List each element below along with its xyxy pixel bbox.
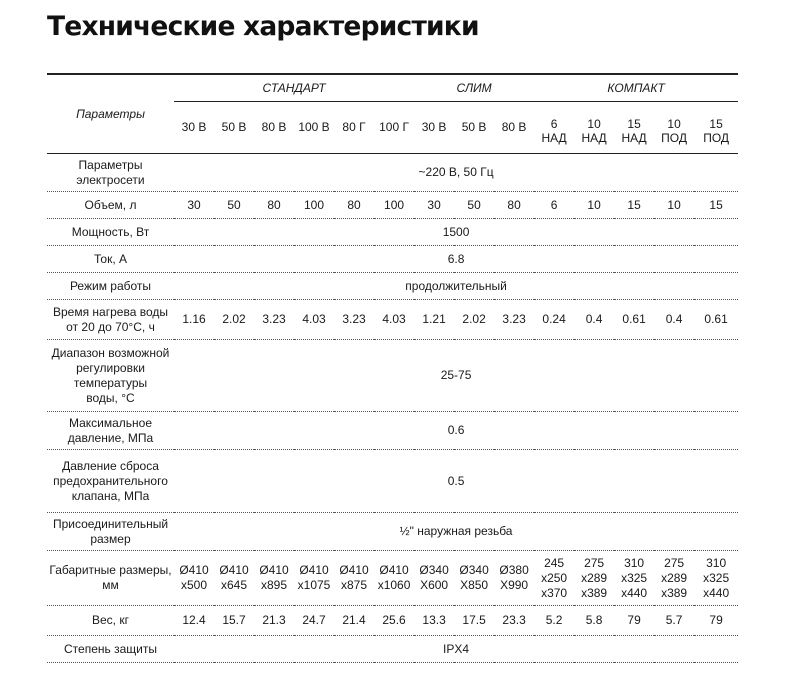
cell-value: 12.4 xyxy=(174,606,214,636)
cell-value: 2.02 xyxy=(454,300,494,340)
row-value-all: ½" наружная резьба xyxy=(174,513,738,551)
cell-value: 275 x289 x389 xyxy=(574,551,614,606)
cell-value: 15 xyxy=(694,192,738,219)
cell-value: Ø340 X850 xyxy=(454,551,494,606)
table-header xyxy=(47,74,738,154)
cell-value: Ø410 x645 xyxy=(214,551,254,606)
model-header: 15 НАД xyxy=(621,116,647,145)
model-header: 100 Г xyxy=(379,120,409,134)
cell-value: 80 xyxy=(334,192,374,219)
row-label: Параметры электросети xyxy=(47,154,174,192)
cell-value: 23.3 xyxy=(494,606,534,636)
table-body xyxy=(47,154,738,663)
cell-value: 0.4 xyxy=(574,300,614,340)
cell-value: Ø410 x895 xyxy=(254,551,294,606)
row-label: Габаритные размеры, мм xyxy=(47,551,174,606)
cell-value: 79 xyxy=(694,606,738,636)
table-row xyxy=(47,273,738,300)
cell-value: 310 x325 x440 xyxy=(694,551,738,606)
cell-value: 6 xyxy=(534,192,574,219)
model-header: 100 В xyxy=(298,120,330,134)
cell-value: 30 xyxy=(174,192,214,219)
row-label: Давление сброса предохранительного клапана, МПа xyxy=(47,450,174,513)
page-title: Технические характеристики xyxy=(47,11,479,42)
cell-value: 5.7 xyxy=(654,606,694,636)
group-compact: КОМПАКТ xyxy=(534,74,738,102)
model-header: 30 В xyxy=(181,120,207,134)
cell-value: 15 xyxy=(614,192,654,219)
table-row xyxy=(47,636,738,663)
cell-value: 1.21 xyxy=(414,300,454,340)
row-label: Вес, кг xyxy=(47,606,174,636)
row-value-all: IPX4 xyxy=(174,636,738,663)
params-header: Параметры xyxy=(76,106,145,121)
cell-value: 30 xyxy=(414,192,454,219)
cell-value: 2.02 xyxy=(214,300,254,340)
table-row xyxy=(47,606,738,636)
cell-value: 25.6 xyxy=(374,606,414,636)
cell-value: 100 xyxy=(294,192,334,219)
cell-value: 50 xyxy=(454,192,494,219)
row-label: Присоединительный размер xyxy=(47,513,174,551)
row-label: Мощность, Вт xyxy=(47,219,174,246)
cell-value: 275 x289 x389 xyxy=(654,551,694,606)
cell-value: 4.03 xyxy=(294,300,334,340)
cell-value: 100 xyxy=(374,192,414,219)
cell-value: 21.3 xyxy=(254,606,294,636)
cell-value: 80 xyxy=(254,192,294,219)
table-row xyxy=(47,219,738,246)
cell-value: Ø410 x1060 xyxy=(374,551,414,606)
cell-value: 0.61 xyxy=(614,300,654,340)
cell-value: 0.24 xyxy=(534,300,574,340)
cell-value: 17.5 xyxy=(454,606,494,636)
cell-value: Ø410 x500 xyxy=(174,551,214,606)
row-value-all: 1500 xyxy=(174,219,738,246)
table-row xyxy=(47,192,738,219)
cell-value: 3.23 xyxy=(254,300,294,340)
cell-value: 80 xyxy=(494,192,534,219)
group-slim: СЛИМ xyxy=(414,74,534,102)
row-label: Ток, А xyxy=(47,246,174,273)
table-row xyxy=(47,450,738,513)
table-row xyxy=(47,246,738,273)
model-header: 50 В xyxy=(461,120,487,134)
row-value-all: 6.8 xyxy=(174,246,738,273)
table-row xyxy=(47,513,738,551)
cell-value: 3.23 xyxy=(494,300,534,340)
row-value-all: ~220 В, 50 Гц xyxy=(174,154,738,192)
cell-value: 1.16 xyxy=(174,300,214,340)
row-label: Степень защиты xyxy=(47,636,174,663)
cell-value: 5.8 xyxy=(574,606,614,636)
table-row xyxy=(47,340,738,412)
cell-value: 13.3 xyxy=(414,606,454,636)
cell-value: 21.4 xyxy=(334,606,374,636)
cell-value: 10 xyxy=(654,192,694,219)
row-value-all: продолжительный xyxy=(174,273,738,300)
cell-value: 10 xyxy=(574,192,614,219)
row-value-all: 0.5 xyxy=(174,450,738,513)
cell-value: Ø380 X990 xyxy=(494,551,534,606)
cell-value: 4.03 xyxy=(374,300,414,340)
table-row xyxy=(47,551,738,606)
cell-value: Ø410 x875 xyxy=(334,551,374,606)
row-label: Время нагрева воды от 20 до 70°С, ч xyxy=(47,300,174,340)
cell-value: 245 x250 x370 xyxy=(534,551,574,606)
row-label: Максимальное давление, МПа xyxy=(47,412,174,450)
cell-value: 5.2 xyxy=(534,606,574,636)
cell-value: 310 x325 x440 xyxy=(614,551,654,606)
model-header: 80 В xyxy=(501,120,527,134)
row-value-all: 0.6 xyxy=(174,412,738,450)
row-label: Объем, л xyxy=(47,192,174,219)
table-row xyxy=(47,412,738,450)
cell-value: 3.23 xyxy=(334,300,374,340)
table-row xyxy=(47,154,738,192)
model-header: 80 В xyxy=(261,120,287,134)
cell-value: 0.61 xyxy=(694,300,738,340)
model-header: 6 НАД xyxy=(541,116,567,145)
row-label: Диапазон возможной регулировки температуры воды, °С xyxy=(47,340,174,412)
cell-value: 15.7 xyxy=(214,606,254,636)
cell-value: 24.7 xyxy=(294,606,334,636)
cell-value: 50 xyxy=(214,192,254,219)
model-header: 10 НАД xyxy=(581,116,607,145)
model-header: 30 В xyxy=(421,120,447,134)
cell-value: Ø340 X600 xyxy=(414,551,454,606)
model-header: 15 ПОД xyxy=(703,116,730,145)
spec-table xyxy=(47,73,738,663)
group-standard: СТАНДАРТ xyxy=(174,74,414,102)
row-value-all: 25-75 xyxy=(174,340,738,412)
table-row xyxy=(47,300,738,340)
row-label: Режим работы xyxy=(47,273,174,300)
model-header: 80 Г xyxy=(342,120,366,134)
cell-value: 0.4 xyxy=(654,300,694,340)
model-header: 50 В xyxy=(221,120,247,134)
cell-value: 79 xyxy=(614,606,654,636)
model-header: 10 ПОД xyxy=(661,116,687,145)
cell-value: Ø410 x1075 xyxy=(294,551,334,606)
